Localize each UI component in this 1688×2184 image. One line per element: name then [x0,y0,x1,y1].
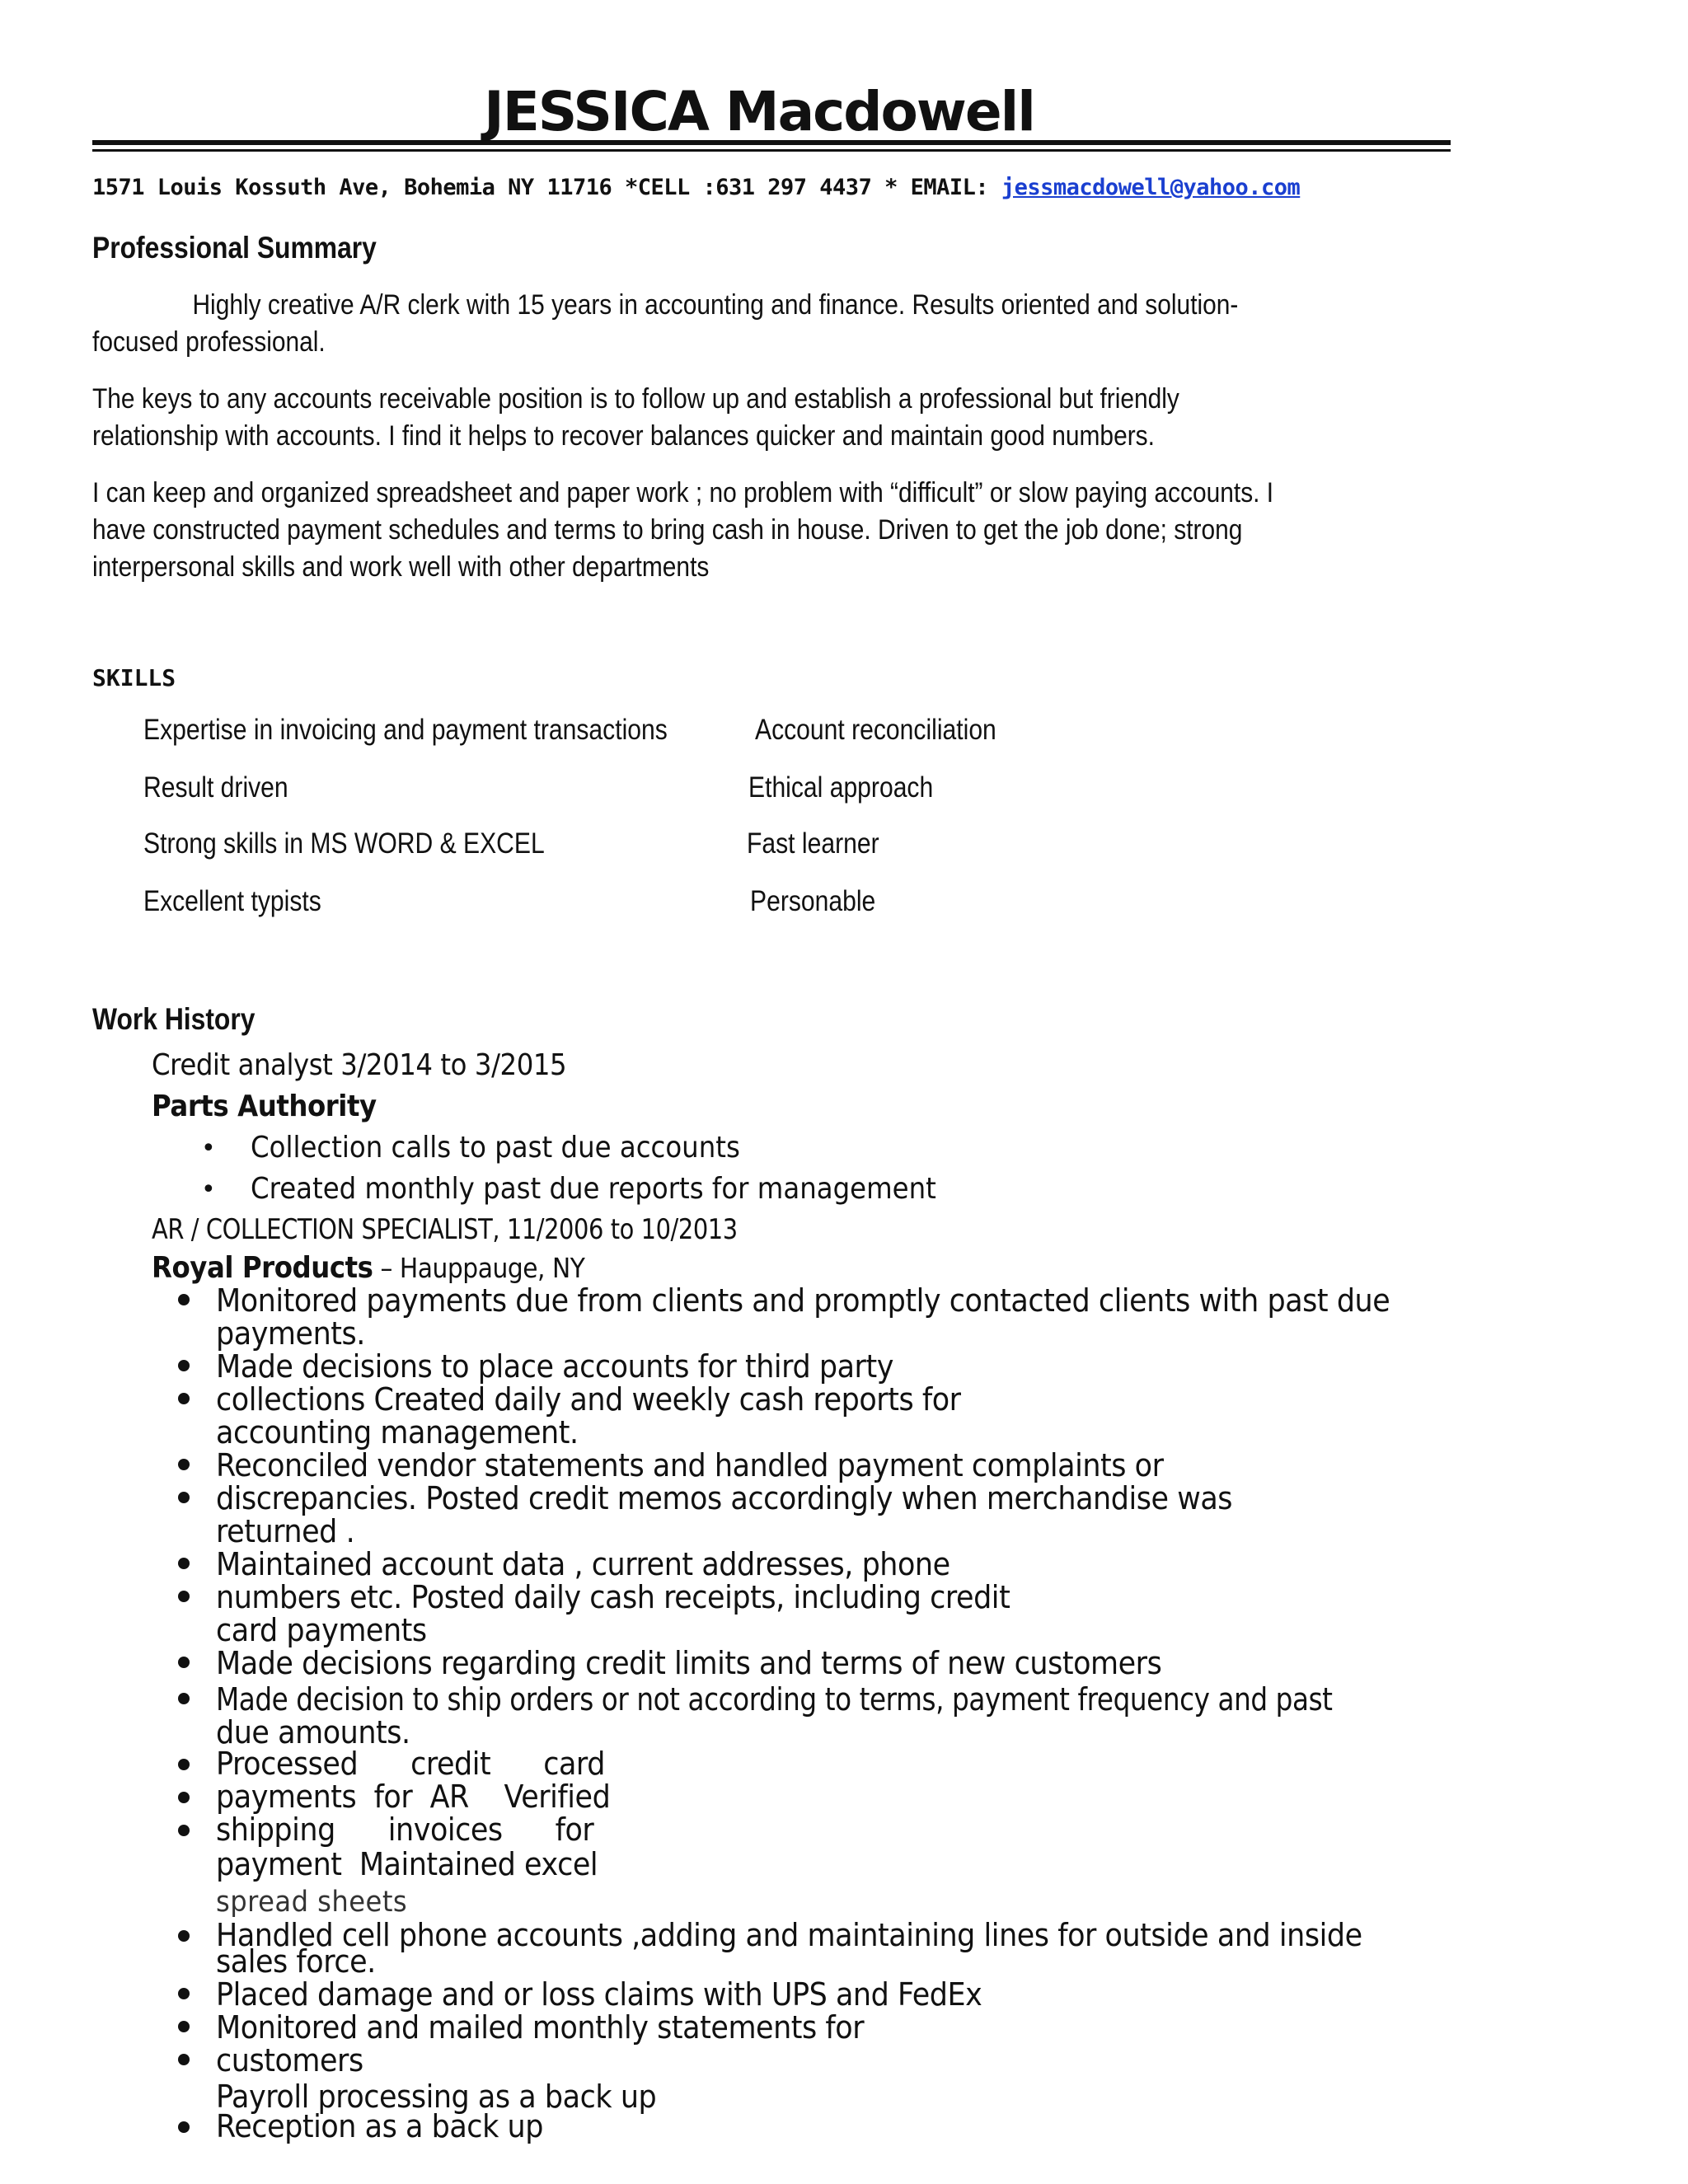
job2-line-19: spread sheets [216,1886,408,1919]
job2-line-10: numbers etc. Posted daily cash receipts, including credit [216,1579,1010,1615]
job2-line-9: Maintained account data , current addresses, phone [216,1546,950,1582]
summary-paragraph-1 [92,287,1427,361]
job2-line-11: card payments [216,1612,427,1648]
job2-line-25: Payroll processing as a back up [216,2079,657,2115]
skill-right-2: Ethical approach [748,771,934,804]
candidate-name: JESSICA Macdowell [484,80,1034,143]
bullet-dot [178,1393,190,1404]
job2-line-21: sales force. [216,1943,376,1980]
job2-line-22: Placed damage and or loss claims with UPS and FedEx [216,1976,982,2013]
job2-line-15: Processed credit card [216,1746,605,1782]
bullet-dot [178,1294,190,1305]
job1-title: Credit analyst 3/2014 to 3/2015 [152,1048,567,1082]
email-link[interactable]: jessmacdowell@yahoo.com [1001,175,1301,200]
job1-bullet-1: Collection calls to past due accounts [251,1131,740,1165]
skill-left-3: Strong skills in MS WORD & EXCEL [143,827,545,860]
job2-line-13: Made decision to ship orders or not according to terms, payment frequency and past [216,1681,1333,1718]
header [92,79,1451,152]
skill-right-3: Fast learner [747,827,879,860]
summary-p1-line2: focused professional. [92,326,326,358]
bullet-dot [178,1693,190,1704]
job2-line-12: Made decisions regarding credit limits and terms of new customers [216,1645,1162,1681]
skill-right-4: Personable [750,885,876,917]
summary-paragraph-3 [92,475,1427,586]
job2-line-3: Made decisions to place accounts for third party [216,1348,893,1385]
job2-line-2: payments. [216,1315,365,1352]
job1-company: Parts Authority [152,1090,377,1123]
job2-line-4: collections Created daily and weekly cash reports for [216,1381,961,1418]
contact-details: 1571 Louis Kossuth Ave, Bohemia NY 11716 *CELL :631 297 4437 * EMAIL: [92,175,989,200]
job2-line-1: Monitored payments due from clients and promptly contacted clients with past due [216,1282,1390,1319]
bullet-dot [178,1759,190,1770]
summary-paragraph-2 [92,381,1427,455]
bullet-dot [178,2054,190,2065]
skill-left-2: Result driven [143,771,288,804]
summary-p3-line3: interpersonal skills and work well with other departments [92,551,710,583]
job2-line-24: customers [216,2042,363,2079]
job2-line-18: payment Maintained excel [216,1846,598,1882]
bullet-dot [178,1360,190,1371]
skills-heading: SKILLS [92,664,176,691]
job2-line-5: accounting management. [216,1414,579,1451]
bullet-dot [178,1657,190,1668]
bullet-dot [178,1492,190,1503]
summary-p3-line2: have constructed payment schedules and terms to bring cash in house. Driven to get the job done; strong [92,514,1243,546]
job2-line-7: discrepancies. Posted credit memos accordingly when merchandise was [216,1480,1233,1516]
job1-bullet-2: Created monthly past due reports for management [251,1172,936,1206]
job2-line-20: Handled cell phone accounts ,adding and maintaining lines for outside and inside [216,1917,1362,1953]
job2-line-6: Reconciled vendor statements and handled payment complaints or [216,1447,1164,1483]
job2-company-line [152,1251,585,1285]
contact-line [92,175,1493,200]
skill-left-1: Expertise in invoicing and payment transactions [143,714,668,746]
bullet-dot [178,1459,190,1470]
summary-heading: Professional Summary [92,231,377,265]
bullet-marker: • [201,1134,216,1163]
job2-line-14: due amounts. [216,1714,410,1750]
title-rule-thin [92,149,1451,152]
summary-p2-line2: relationship with accounts. I find it helps to recover balances quicker and maintain good numbers. [92,420,1155,452]
work-history-heading: Work History [92,1002,256,1036]
job2-line-16: payments for AR Verified [216,1779,611,1815]
job2-title: AR / COLLECTION SPECIALIST, 11/2006 to 10/2013 [152,1213,738,1246]
job2-line-17: shipping invoices for [216,1811,594,1848]
bullet-marker: • [201,1175,216,1204]
job2-line-26: Reception as a back up [216,2108,543,2144]
bullet-dot [178,1792,190,1803]
job2-line-8: returned . [216,1513,355,1549]
skill-right-1: Account reconciliation [755,714,996,746]
bullet-dot [178,2121,190,2133]
summary-p1-line1: Highly creative A/R clerk with 15 years in accounting and finance. Results oriented and solution- [192,289,1239,321]
summary-p3-line1: I can keep and organized spreadsheet and paper work ; no problem with “difficult” or slow paying accounts. I [92,477,1274,509]
job2-line-23: Monitored and mailed monthly statements for [216,2009,865,2046]
bullet-dot [178,1558,190,1569]
bullet-dot [178,1988,190,1999]
job2-location: – Hauppauge, NY [373,1252,585,1284]
summary-p2-line1: The keys to any accounts receivable position is to follow up and establish a professional but friendly [92,383,1179,415]
skill-left-4: Excellent typists [143,885,321,917]
bullet-dot [178,2021,190,2032]
bullet-dot [178,1825,190,1836]
bullet-dot [178,1930,190,1942]
bullet-dot [178,1591,190,1602]
job2-company: Royal Products [152,1251,373,1285]
